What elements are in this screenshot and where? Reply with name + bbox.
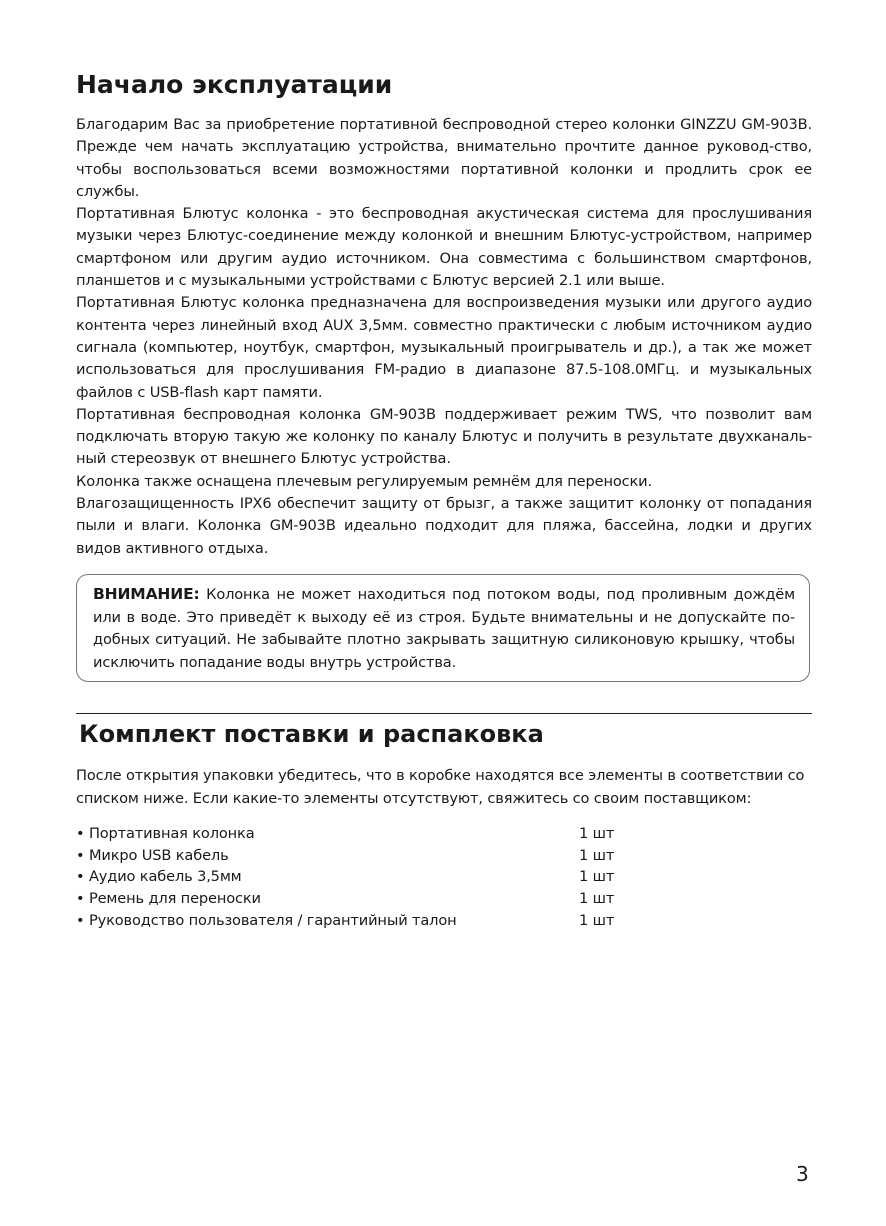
list-item-qty: 1 шт [579,890,615,908]
list-item [76,845,676,867]
list-item-name: • Микро USB кабель [76,846,229,864]
paragraph: Колонка также оснащена плечевым регулируемым ремнём для переноски. [76,472,652,490]
list-item-name: • Аудио кабель 3,5мм [76,868,242,886]
list-item [76,823,676,845]
section-title-getting-started: Начало эксплуатации [76,70,393,99]
list-item-qty: 1 шт [579,911,615,929]
paragraph: Портативная Блютус колонка - это беспроводная акустическая система для прослушивания музыки через Блютус-соединение между колонкой и внешним Блютус-устройством, например смартфоном или другим аудио источником. Она совместима с большинством смартфонов, планшетов и с музыкальными устройствами с Блютус версией 2.1 или выше. [76,205,812,290]
list-item [76,866,676,888]
paragraph: Влагозащищенность IPX6 обеспечит защиту от брызг, а также защитит колонку от попадания пыли и влаги. Колонка GM-903B идеально подходит для пляжа, бассейна, лодки и других видов активного отдыха. [76,495,812,557]
paragraph: Портативная Блютус колонка предназначена для воспроизведения музыки или другого аудио контента через линейный вход AUX 3,5мм. совместно практически с любым источником аудио сигнала (компьютер, ноутбук, смартфон, музыкальный проигрыватель и др.), а так же может использоваться для прослушивания FM-радио в диапазоне 87.5-108.0МГц. и музыкальных файлов с USB-flash карт памяти. [76,294,812,401]
list-item-name: • Ремень для переноски [76,890,261,908]
warning-text: Колонка не может находиться под потоком воды, под проливным дождём или в воде. Это приведёт к выходу её из строя. Будьте внимательны и не допускайте по-добных ситуаций. Не забывайте плотно закрывать защитную силиконовую крышку, чтобы исключить попадание воды внутрь устройства. [93,586,795,671]
warning-label: ВНИМАНИЕ: [93,585,200,603]
section-divider [76,713,812,714]
list-item-qty: 1 шт [579,825,615,842]
list-item-name: • Руководство пользователя / гарантийный талон [76,911,457,929]
paragraph: Портативная беспроводная колонка GM-903B поддерживает режим TWS, что позволит вам подключать вторую такую же колонку по каналу Блютус и получить в результате двухканаль-ный стереозвук от внешнего Блютус устройства. [76,405,812,468]
paragraph: После открытия упаковки убедитесь, что в коробке находятся все элементы в соответствии со списком ниже. Если какие-то элементы отсутствуют, свяжитесь со своим поставщиком: [76,767,805,807]
list-item [76,910,676,932]
list-item-qty: 1 шт [579,846,615,864]
package-list [76,823,676,931]
section-title-package-contents: Комплект поставки и распаковка [79,720,544,748]
paragraph: Благодарим Вас за приобретение портативной беспроводной стерео колонки GINZZU GM-903B. Прежде чем начать эксплуатацию устройства, внимательно прочтите данное руковод-ство, чтобы воспользоваться всеми возможностями портативной колонки и продлить срок ее службы. [76,116,812,200]
package-intro [76,765,812,810]
intro-text [76,114,812,560]
warning-box [76,574,810,682]
list-item-name: • Портативная колонка [76,825,255,842]
list-item [76,888,676,910]
list-item-qty: 1 шт [579,868,615,886]
page-number: 3 [796,1162,809,1186]
